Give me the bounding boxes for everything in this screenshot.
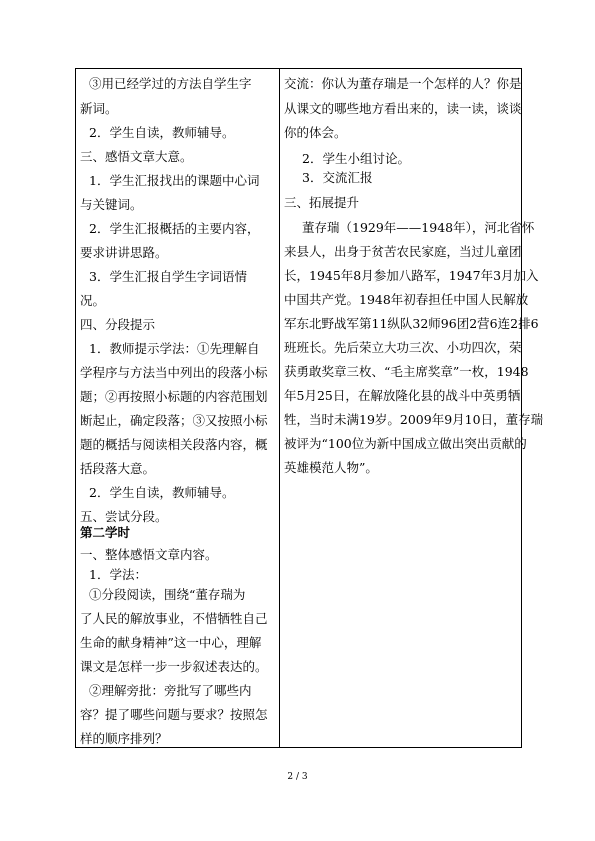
text-line: 学程序与方法当中列出的段落小标: [80, 365, 268, 380]
text-line: 1．学生汇报找出的课题中心词: [89, 173, 260, 188]
text-line: 生命的献身精神”这一中心，理解: [80, 635, 262, 650]
text-line: 与关键词。: [80, 197, 143, 212]
text-line: 新词。: [80, 101, 118, 116]
text-line: 2．学生汇报概括的主要内容，: [89, 221, 260, 236]
text-line: 你的体会。: [284, 125, 347, 140]
text-line: 长，1945年8月参加八路军，1947年3月加入: [284, 268, 539, 283]
text-line: 断起止，确定段落；③又按照小标: [80, 413, 268, 428]
text-line: 2．学生小组讨论。: [302, 151, 410, 166]
text-line: 获勇敢奖章三枚、“毛主席奖章”一枚，1948: [284, 364, 529, 379]
text-line: 牲，当时未满19岁。2009年9月10日，董存瑞: [284, 412, 544, 427]
text-line: 况。: [80, 293, 106, 308]
text-line: ③用已经学过的方法自学生字: [89, 76, 252, 91]
text-line: 从课文的哪些地方看出来的，读一读，谈谈: [284, 101, 522, 116]
text-line: 3．学生汇报自学生字词语情: [89, 269, 247, 284]
text-line: 班班长。先后荣立大功三次、小功四次，荣: [284, 340, 522, 355]
text-line: 容？提了哪些问题与要求？按照怎: [80, 707, 268, 722]
text-line: 年5月25日，在解放隆化县的战斗中英勇牺: [284, 388, 521, 403]
text-line: 董存瑞（1929年——1948年），河北省怀: [302, 220, 535, 235]
text-line: 1．教师提示学法：①先理解自: [89, 341, 260, 356]
text-line: 1．学法：: [89, 567, 147, 582]
text-line: 括段落大意。: [80, 461, 156, 476]
text-line: 三、感悟文章大意。: [80, 149, 193, 164]
text-line: 中国共产党。1948年初春担任中国人民解放: [284, 292, 529, 307]
column-divider: [279, 69, 280, 747]
text-line: 一、整体感悟文章内容。: [80, 547, 218, 562]
text-line: 课文是怎样一步一步叙述表达的。: [80, 659, 268, 674]
text-line: 样的顺序排列？: [80, 731, 168, 746]
text-line: 英雄模范人物”。: [284, 460, 378, 475]
section-heading: 三、拓展提升: [284, 195, 360, 210]
section-heading: 四、分段提示: [80, 317, 156, 332]
page-number: 2 / 3: [287, 772, 308, 782]
text-line: 3．交流汇报: [302, 170, 373, 185]
text-line: 来县人，出身于贫苦农民家庭，当过儿童团: [284, 244, 522, 259]
text-line: 了人民的解放事业，不惜牺牲自己: [80, 611, 268, 626]
text-line: ②理解旁批：旁批写了哪些内: [89, 683, 252, 698]
text-line: 题；②再按照小标题的内容范围划: [80, 389, 268, 404]
lesson-heading: 第二学时: [80, 525, 131, 540]
text-line: 题的概括与阅读相关段落内容，概: [80, 437, 268, 452]
text-line: 五、尝试分段。: [80, 509, 168, 524]
text-line: 要求讲讲思路。: [80, 245, 168, 260]
text-line: 被评为“100位为新中国成立做出突出贡献的: [284, 436, 527, 451]
text-line: ①分段阅读，围绕“董存瑞为: [89, 587, 246, 602]
text-line: 2．学生自读，教师辅导。: [89, 125, 235, 140]
text-line: 军东北野战军第11纵队32师96团2营6连2排6: [284, 316, 539, 331]
text-line: 交流：你认为董存瑞是一个怎样的人？你是: [284, 76, 522, 91]
text-line: 2．学生自读，教师辅导。: [89, 485, 235, 500]
